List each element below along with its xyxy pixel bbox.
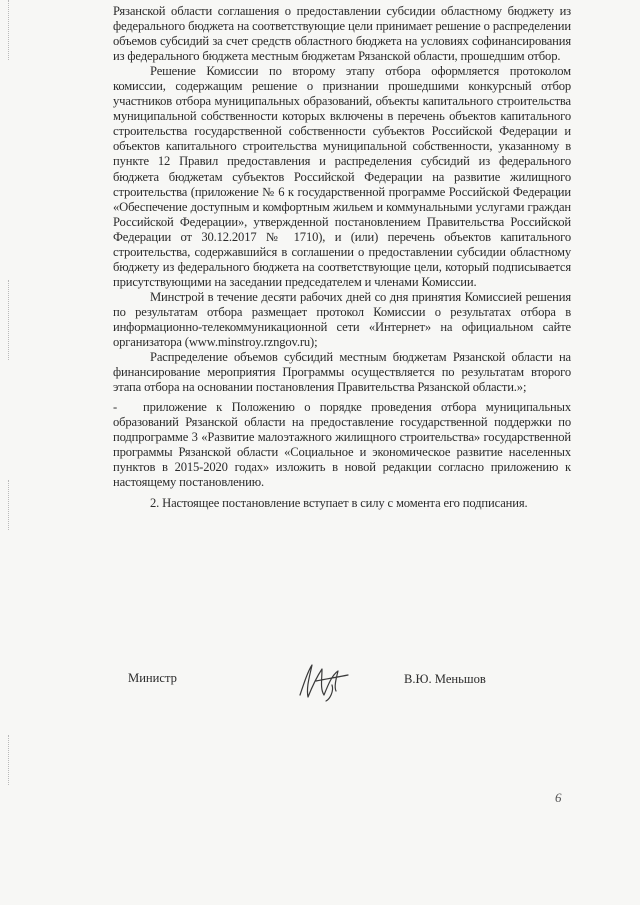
paragraph: Рязанской области соглашения о предоставлении субсидии областному бюджету из федерального бюджета на соответствующие цели принимает решение о распределении объемов субсидий за счет средств областного бюджета на условиях софинансирования из федерального бюджета местным бюджетам Рязанской области, прошедшим отбор. — [113, 4, 571, 64]
body-text — [113, 4, 571, 511]
signatory-title: Министр — [128, 671, 177, 685]
signature-block — [0, 661, 640, 721]
paragraph — [113, 400, 571, 490]
paragraph: Распределение объемов субсидий местным бюджетам Рязанской области на финансирование мероприятия Программы осуществляется по результатам второго этапа отбора на основании постановления Правительства Рязанской области.»; — [113, 350, 571, 395]
scan-edge-mark — [8, 480, 12, 530]
signatory-name: В.Ю. Меньшов — [404, 672, 486, 686]
page-number: 6 — [555, 790, 562, 805]
paragraph-text: приложение к Положению о порядке проведения отбора муниципальных образований Рязанской области на предоставление государственной поддержки по подпрограмме 3 «Развитие малоэтажного жилищного строительства» государственной программы Рязанской области «Социальное и экономическое развитие населенных пунктов в 2015-2020 годах» изложить в новой редакции согласно приложению к настоящему постановлению. — [113, 400, 571, 490]
scan-edge-mark — [8, 0, 12, 60]
paragraph: Решение Комиссии по второму этапу отбора оформляется протоколом комиссии, содержащим решение о признании прошедшими конкурсный отбор участников отбора муниципальных образований, объекты капитального строительства муниципальной собственности которых включены в перечень объектов капитального строительства государственной собственности субъектов Российской Федерации и объектов капитального строительства муниципальной собственности, указанному в пункте 12 Правил предоставления и распределения субсидий из федерального бюджета бюджетам субъектов Российской Федерации на развитие жилищного строительства (приложение № 6 к государственной программе Российской Федерации «Обеспечение доступным и комфортным жильем и коммунальными услугами граждан Российской Федерации», утвержденной постановлением Правительства Российской Федерации от 30.12.2017 № 1710), и (или) перечень объектов капитального строительства, содержавшийся в соглашении о предоставлении субсидии областному бюджету из федерального бюджета на соответствующие цели, который подписывается присутствующими на заседании председателем и членами Комиссии. — [113, 64, 571, 289]
list-dash: - — [113, 400, 118, 415]
handwritten-signature — [286, 661, 356, 703]
scan-edge-mark — [8, 735, 12, 785]
paragraph: 2. Настоящее постановление вступает в силу с момента его подписания. — [150, 495, 528, 510]
paragraph: Минстрой в течение десяти рабочих дней со дня принятия Комиссией решения по результатам отбора размещает протокол Комиссии о результатах отбора в информационно-телекоммуникационной сети «Интернет» на официальном сайте организатора (www.minstroy.rzngov.ru); — [113, 289, 571, 350]
scan-edge-mark — [8, 280, 12, 360]
